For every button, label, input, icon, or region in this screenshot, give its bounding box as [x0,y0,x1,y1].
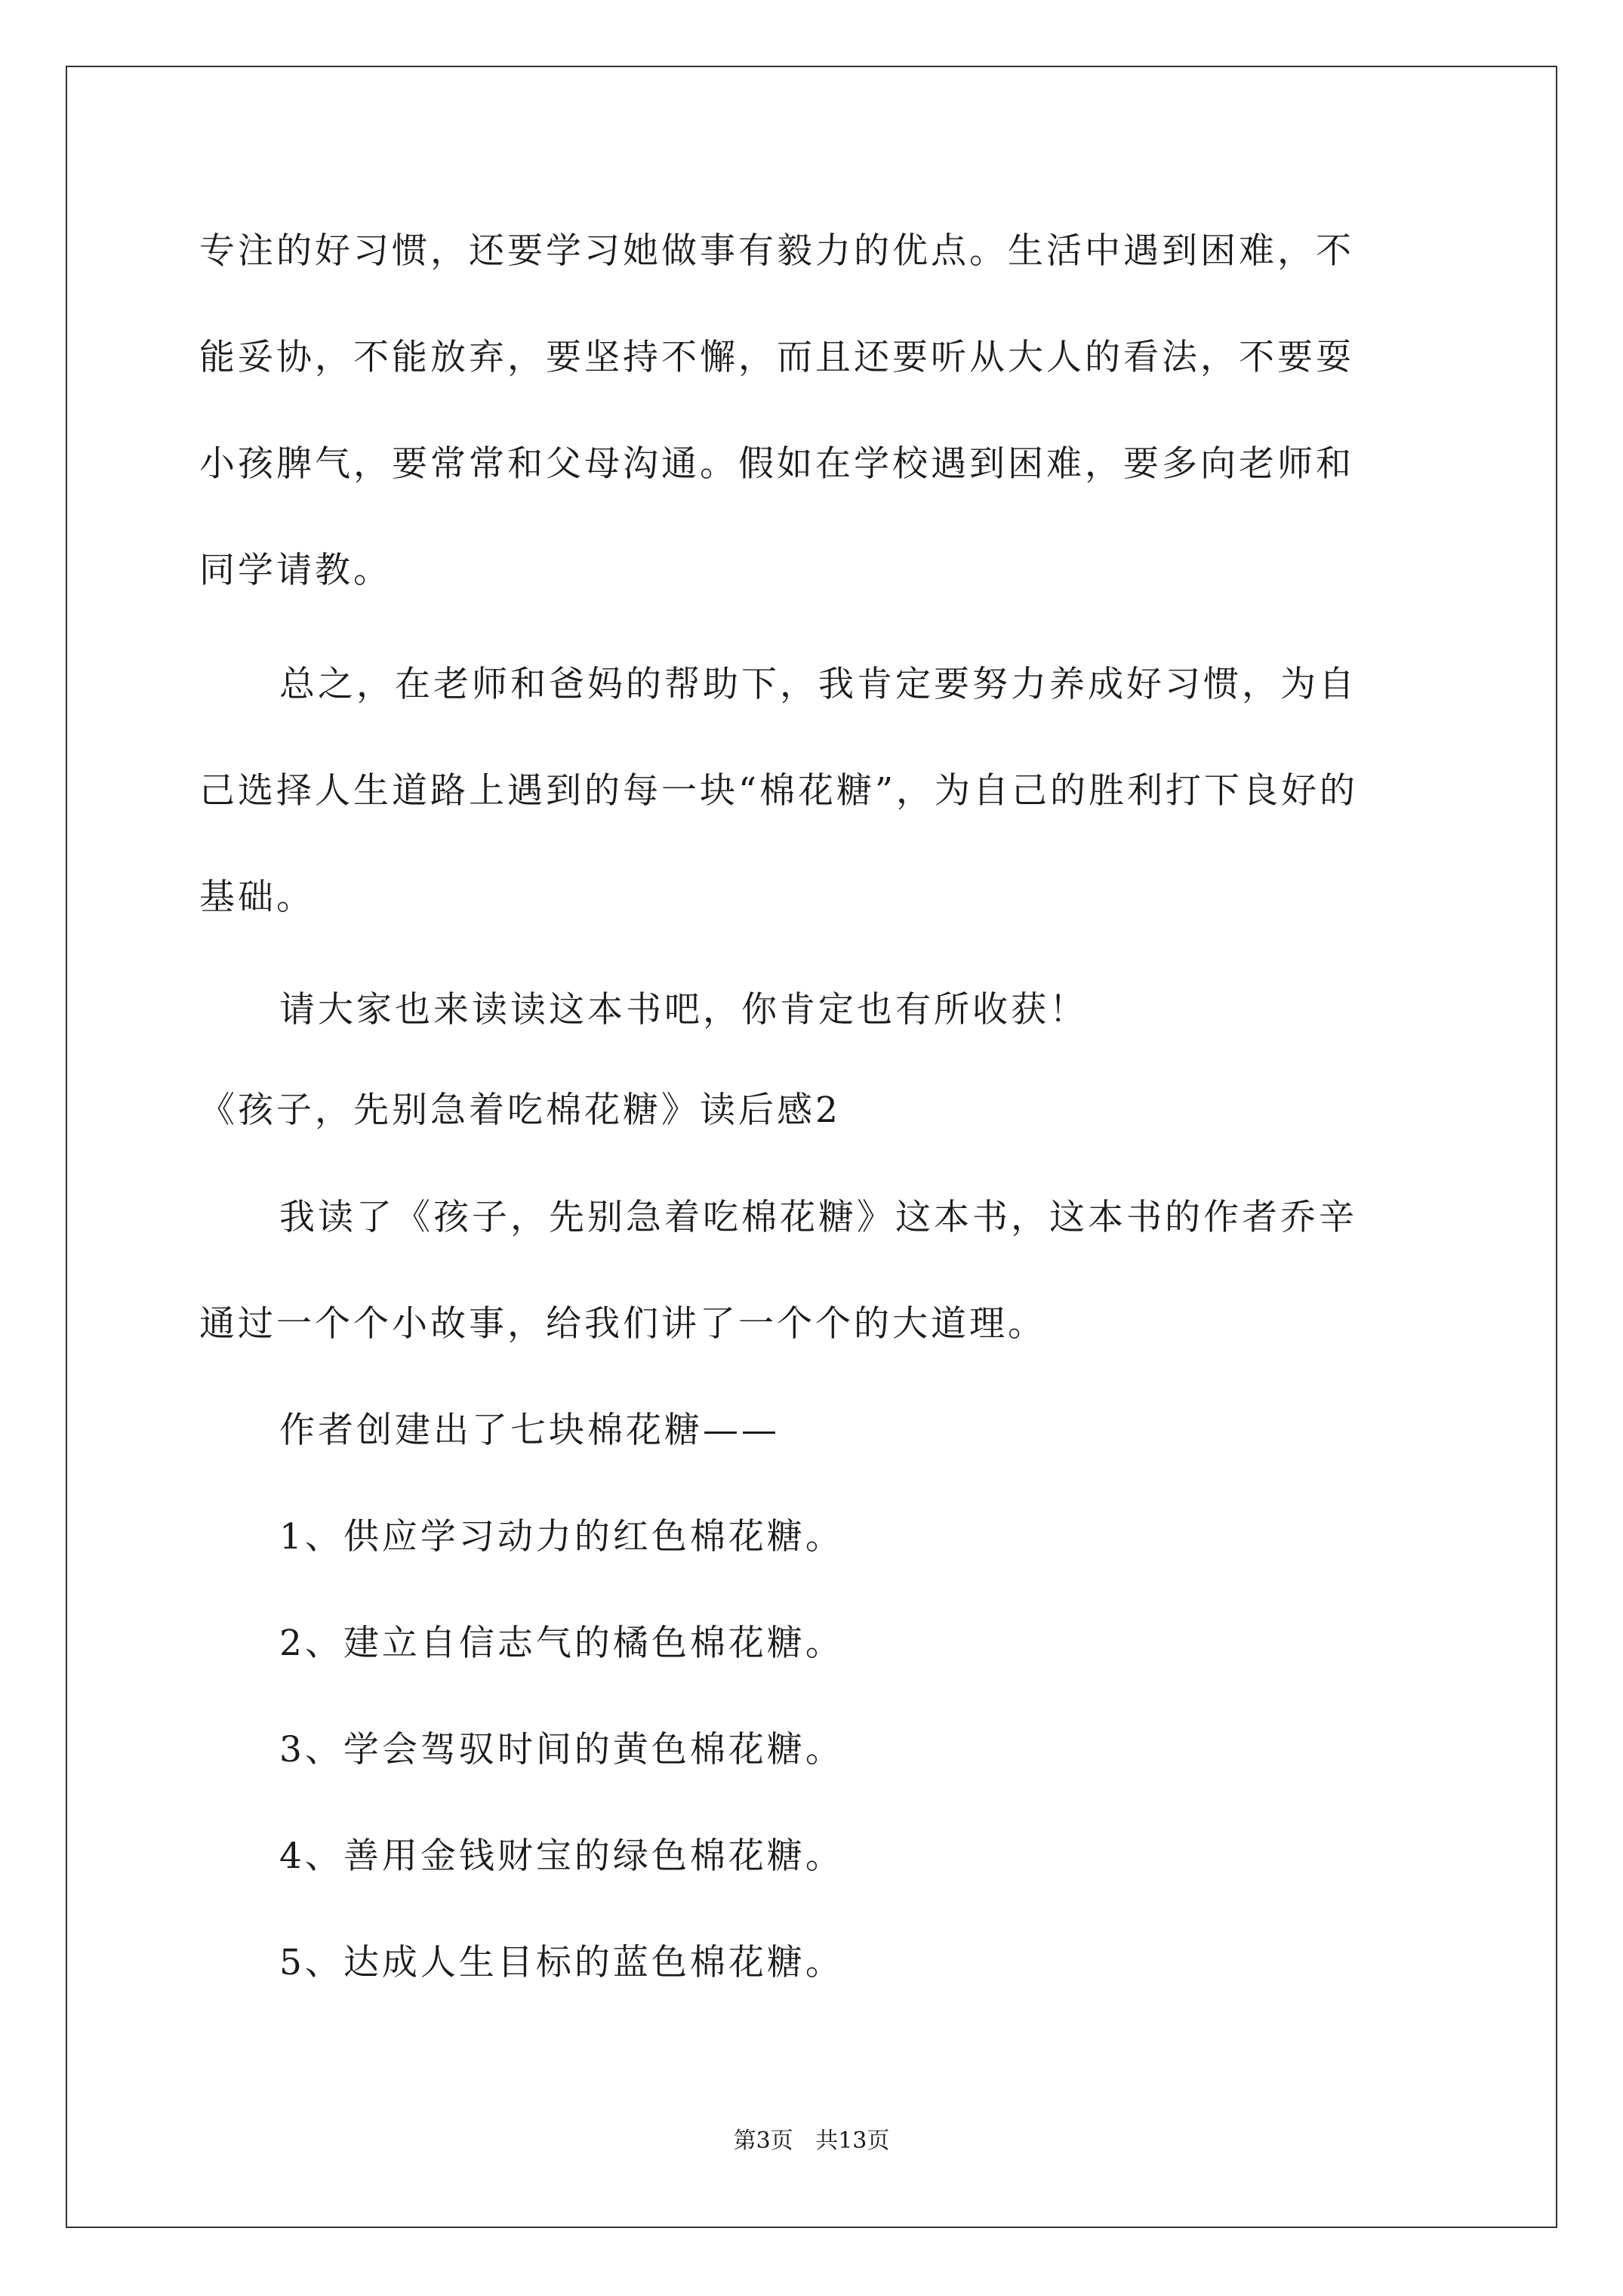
text-line: 作者创建出了七块棉花糖—— [279,1410,780,1451]
list-item: 2、建立自信志气的橘色棉花糖。 [279,1623,844,1664]
text-line: 基础。 [199,877,315,918]
page-footer [0,2126,1623,2156]
text-line: 专注的好习惯，还要学习她做事有毅力的优点。生活中遇到困难，不 [199,230,1354,272]
text-line: 同学请教。 [199,550,392,591]
list-item: 1、供应学习动力的红色棉花糖。 [279,1516,844,1558]
text-line: 小孩脾气，要常常和父母沟通。假如在学校遇到困难，要多向老师和 [199,443,1354,485]
text-line: 己选择人生道路上遇到的每一块“棉花糖”，为自己的胜利打下良好的 [199,770,1359,812]
text-line: 能妥协，不能放弃，要坚持不懈，而且还要听从大人的看法，不要耍 [199,337,1354,378]
section-heading: 《孩子，先别急着吃棉花糖》读后感2 [199,1089,841,1131]
list-item: 5、达成人生目标的蓝色棉花糖。 [279,1942,844,1983]
page-total: 共13页 [815,2128,890,2154]
text-line: 通过一个个小故事，给我们讲了一个个的大道理。 [199,1303,1046,1345]
list-item: 4、善用金钱财宝的绿色棉花糖。 [279,1835,844,1877]
text-line: 我读了《孩子，先别急着吃棉花糖》这本书，这本书的作者乔辛 [279,1197,1357,1238]
page-number: 第3页 [733,2128,793,2154]
text-line: 总之，在老师和爸妈的帮助下，我肯定要努力养成好习惯，为自 [279,664,1357,705]
page-border [66,66,1557,2228]
list-item: 3、学会驾驭时间的黄色棉花糖。 [279,1729,844,1771]
text-line: 请大家也来读读这本书吧，你肯定也有所收获！ [279,989,1088,1031]
